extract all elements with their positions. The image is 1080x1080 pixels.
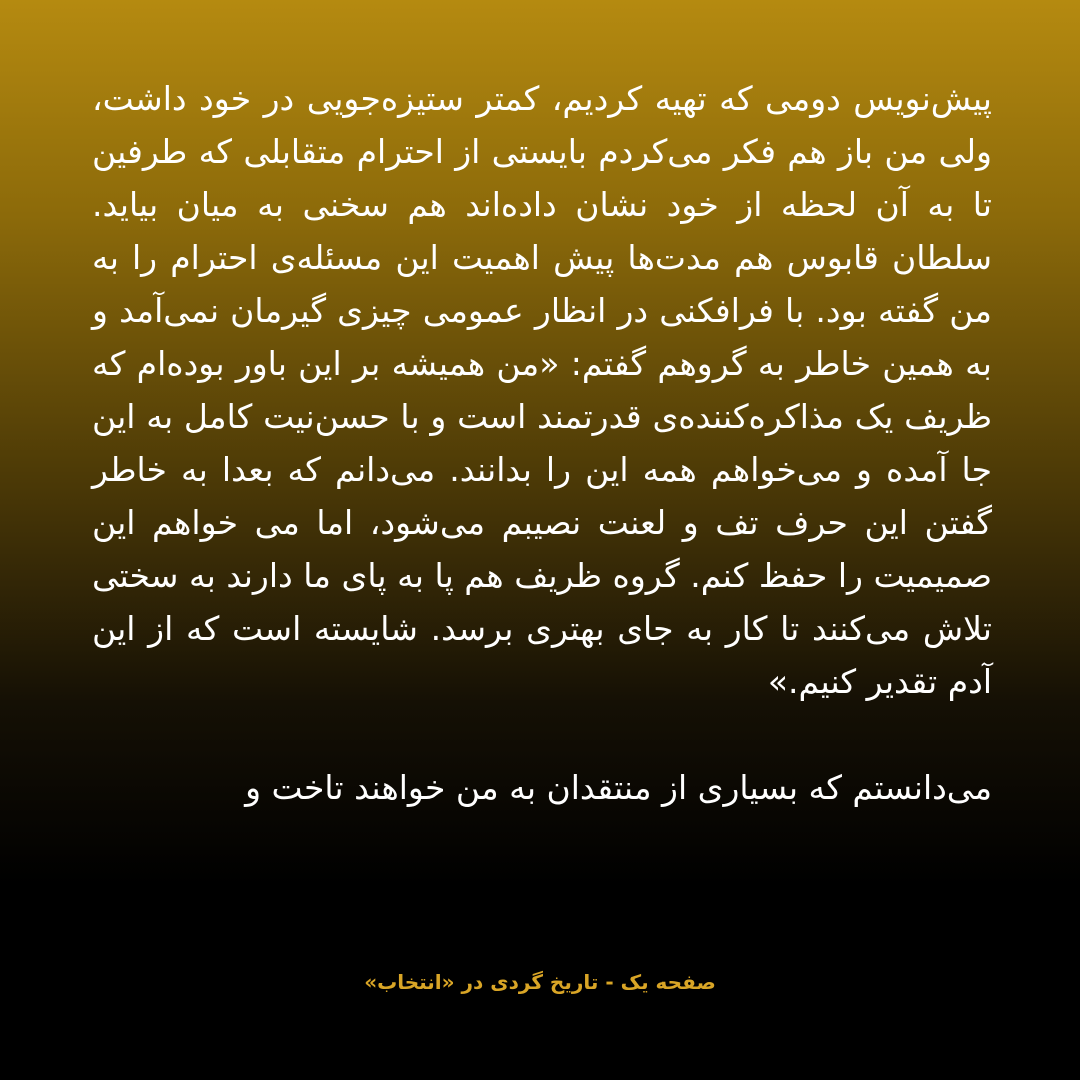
page-caption: صفحه یک - تاریخ گردی در «انتخاب» <box>364 970 716 994</box>
excerpt-paragraph-1: پیش‌نویس دومی که تهیه کردیم، کمتر ستیزه‌جویی در خود داشت، ولی من باز هم فکر می‌کردم بایستی از احترام متقابلی که طرفین تا به آن لحظه از خود نشان داده‌اند هم سخنی به میان بیاید. سلطان قابوس هم مدت‌ها پیش اهمیت این مسئله‌ی احترام را به من گفته بود. با فرافکنی در انظار عمومی چیزی گیرمان نمی‌آمد و به همین خاطر به گروهم گفتم: «من همیشه بر این باور بوده‌ام که ظریف یک مذاکره‌کننده‌ی قدرتمند است و با حسن‌نیت کامل به این جا آمده و می‌خواهم همه این را بدانند. می‌دانم که بعدا به خاطر گفتن این حرف تف و لعنت نصیبم می‌شود، اما می خواهم این صمیمیت را حفظ کنم. گروه ظریف هم پا به پای ما دارند به سختی تلاش می‌کنند تا کار به جای بهتری برسد. شایسته است که از این آدم تقدیر کنیم.» <box>92 79 992 701</box>
excerpt-body <box>92 72 992 814</box>
excerpt-paragraph-2: می‌دانستم که بسیاری از منتقدان به من خواهند تاخت و <box>245 768 992 807</box>
